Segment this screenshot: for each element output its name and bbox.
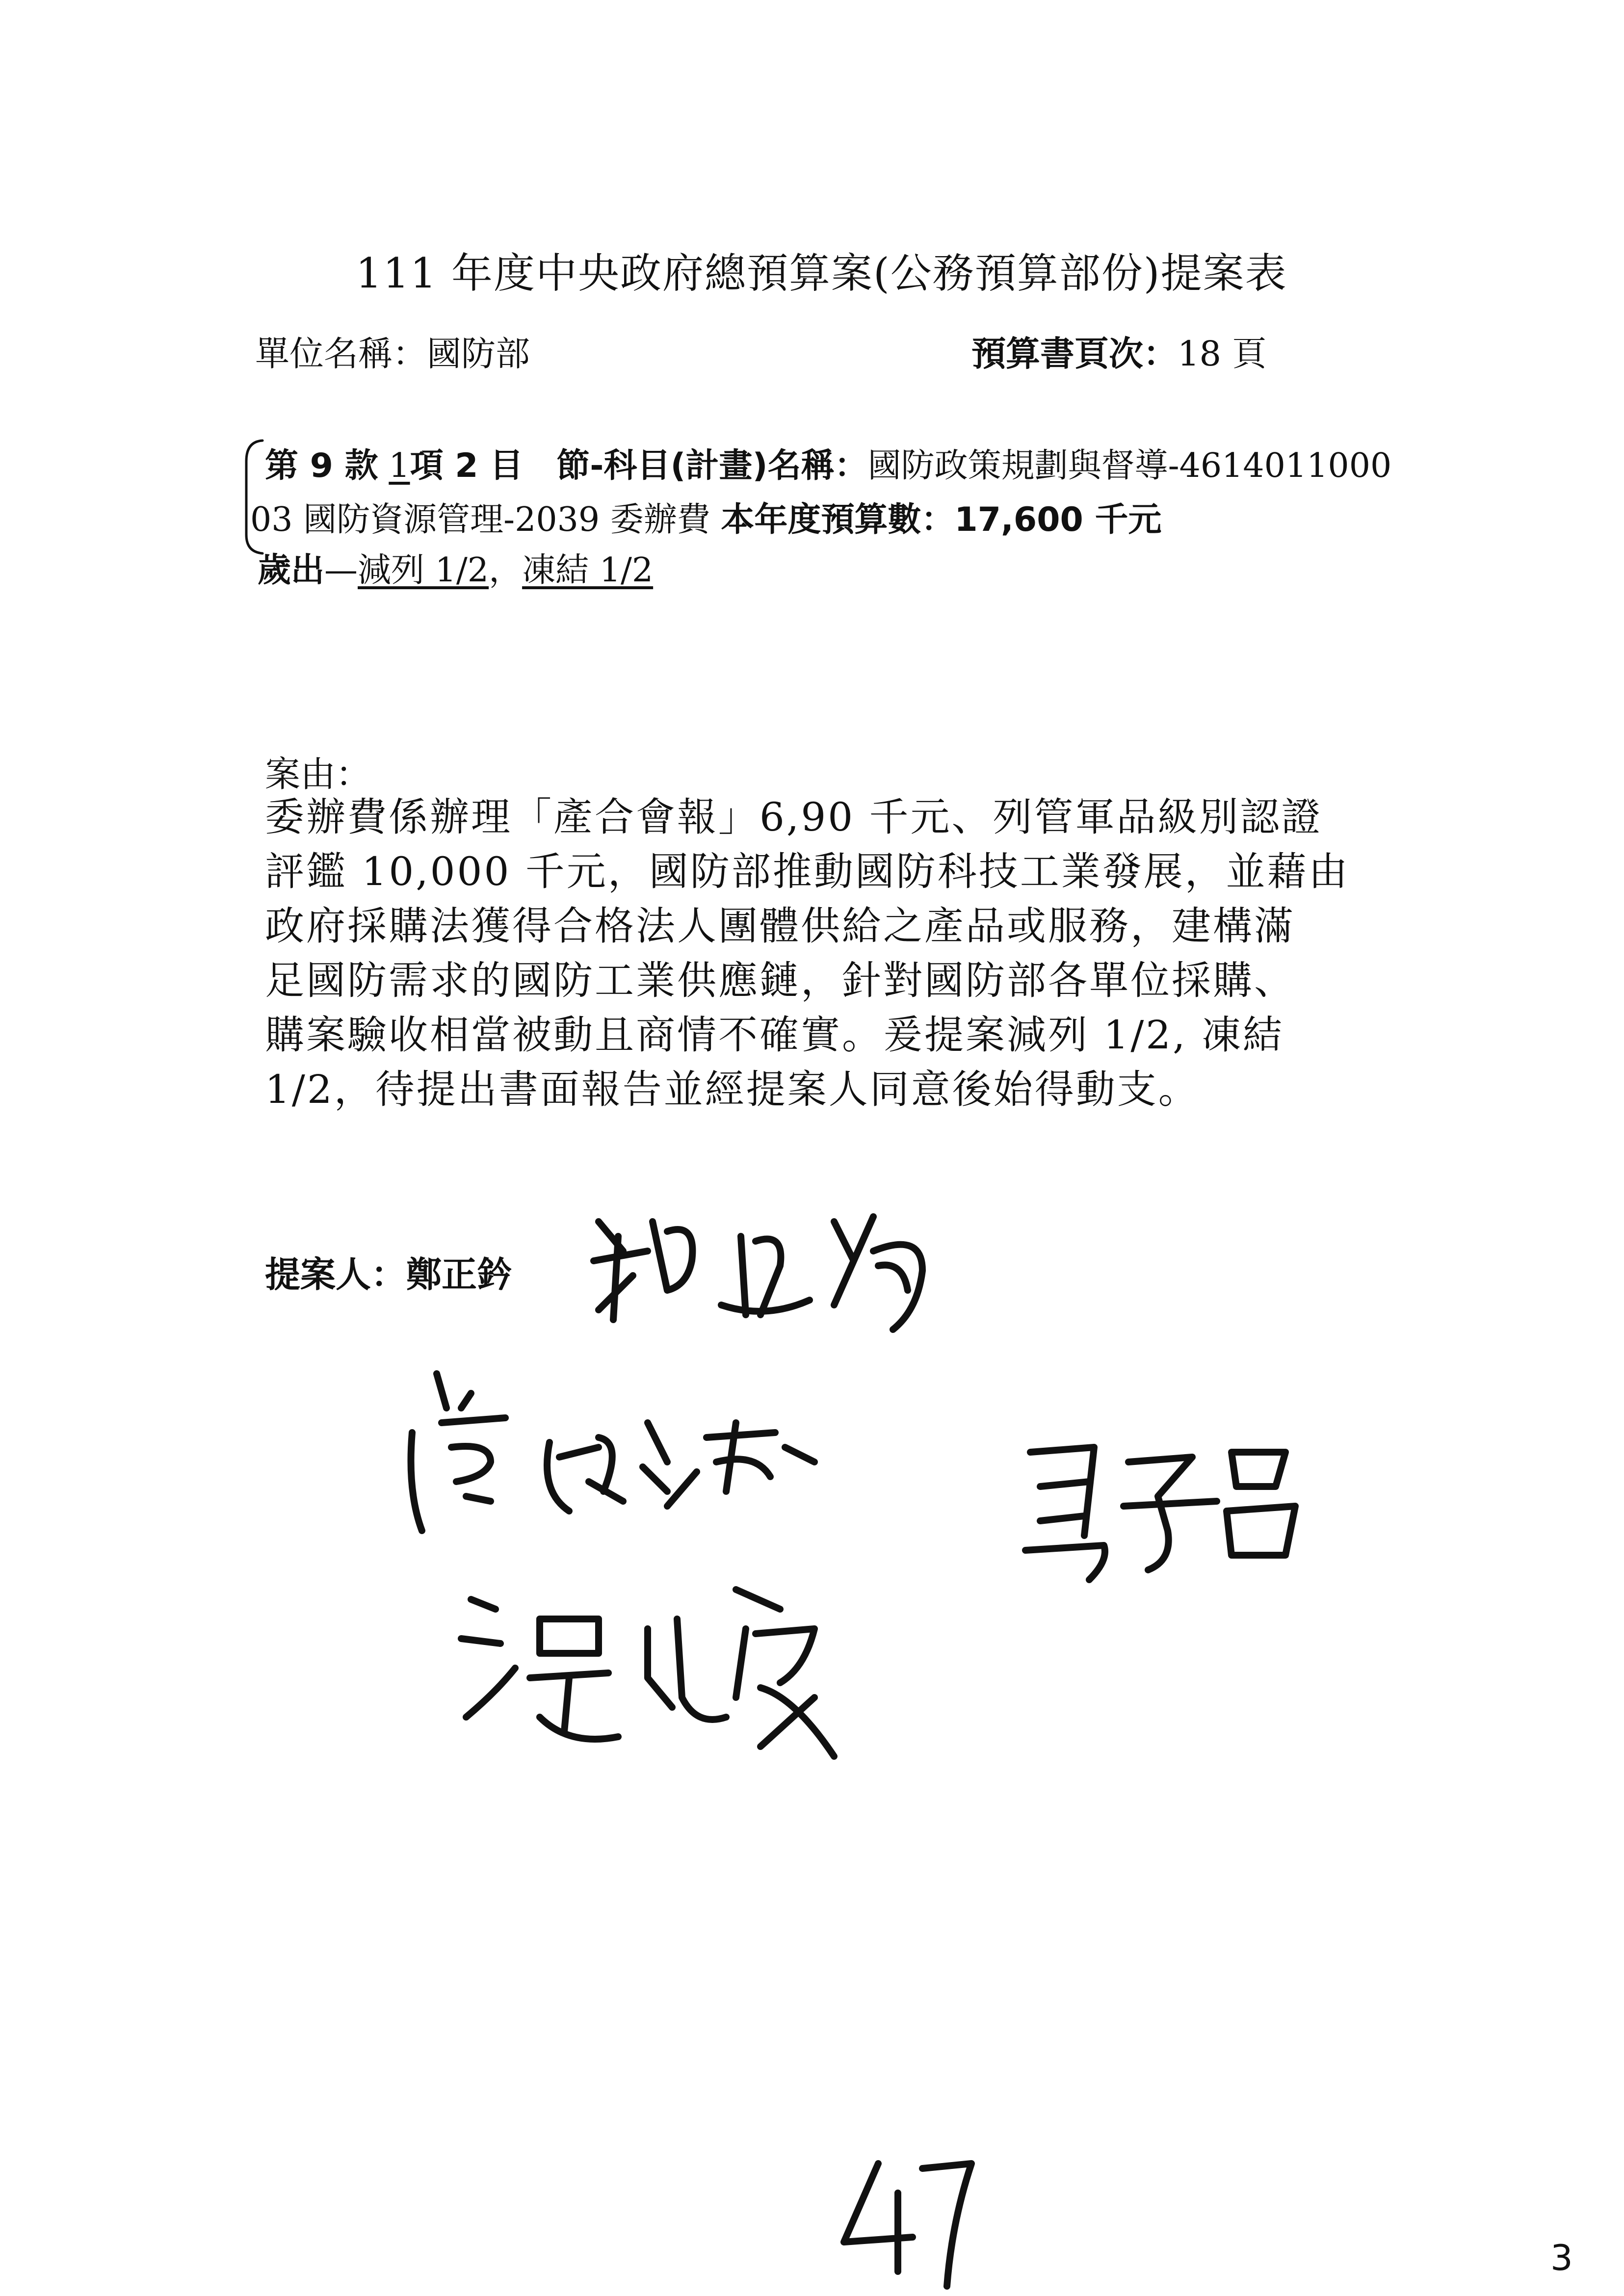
budget-page-ref [971,326,1266,376]
signature-3 [1011,1433,1305,1590]
signature-4 [442,1570,859,1776]
reason-line: 委辦費係辦理「產合會報」6,90 千元、列管軍品級別認證 [265,794,1323,840]
section-dash: — [324,551,358,590]
page-title: 111 年度中央政府總預算案(公務預算部份)提案表 [356,249,1287,297]
section-item: 1 [389,446,410,485]
reason-line: 政府採購法獲得合格法人團體供給之產品或服務，建構滿 [265,903,1295,949]
budget-page-label: 預算書頁次： [971,334,1178,374]
section-name-value: 國防政策規劃與督導-4614011000 [867,446,1392,485]
section-line-3 [258,544,653,591]
proposer: 提案人：鄭正鈐 [265,1254,513,1295]
section-expenditure-label: 歲出 [258,551,325,590]
signature-proposer [579,1192,981,1339]
reason-line: 評鑑 10,000 千元，國防部推動國防科技工業發展，並藉由 [265,849,1350,894]
handwritten-page-number [829,2149,986,2296]
reason-line: 購案驗收相當被動且商情不確實。爰提案減列 1/2, 凍結 [265,1012,1284,1058]
reason-line: 足國防需求的國防工業供應鏈，針對國防部各單位採購、 [265,958,1295,1003]
reason-line: 1/2，待提出書面報告並經提案人同意後始得動支。 [265,1067,1200,1112]
section-sep: ， [489,551,523,590]
reason-text [265,790,1403,1117]
budget-page-value: 18 頁 [1178,334,1267,374]
signature-2 [393,1364,844,1540]
section-cut: 減列 1/2 [358,551,489,590]
section-freeze: 凍結 1/2 [522,551,654,590]
section-kuan: 第 9 款 [265,446,378,485]
section-name-label: 項 2 目 節-科目(計畫)名稱： [410,446,868,485]
section-budget-amount: 本年度預算數：17,600 千元 [721,500,1162,539]
section-line-1 [265,439,1391,487]
section-account: 03 國防資源管理-2039 委辦費 [250,500,710,539]
section-line-2 [250,493,1162,541]
page-number: 3 [1550,2237,1573,2278]
unit-name: 單位名稱：國防部 [255,334,530,374]
reason-label: 案由： [265,754,371,795]
